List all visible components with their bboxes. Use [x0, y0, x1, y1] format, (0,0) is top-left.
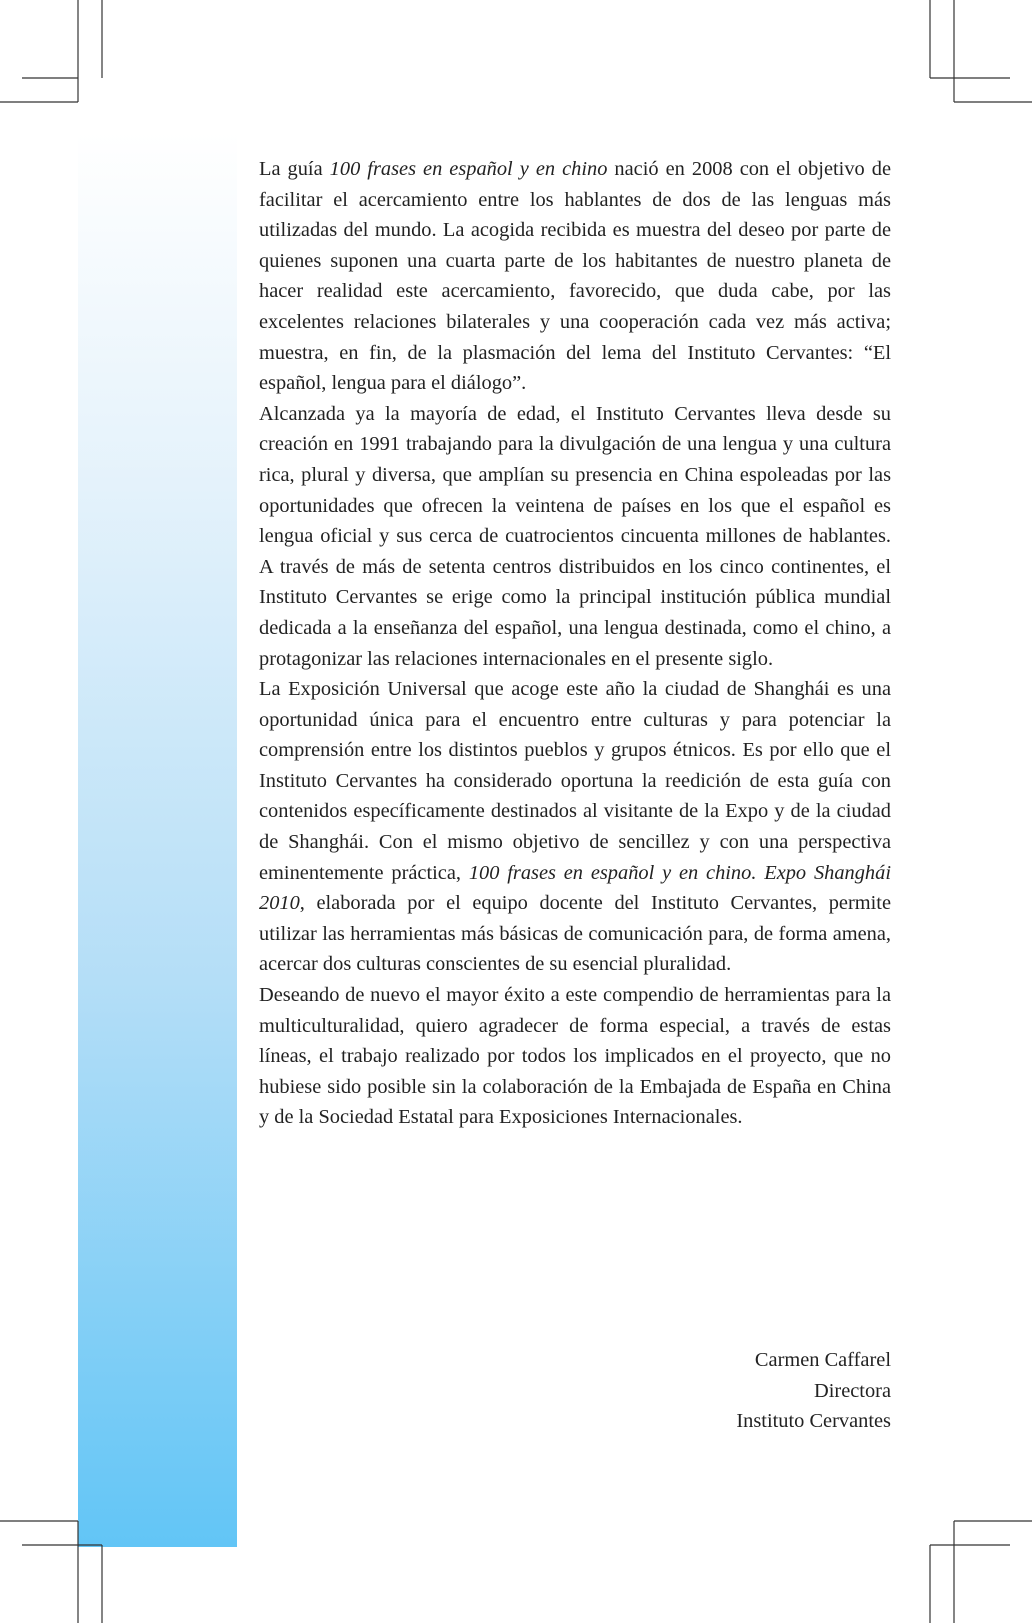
paragraph-3-rest: , elaborada por el equipo docente del Instituto Cervantes, permite utilizar las herramientas más básicas de comunicación para, de forma amena, acercar dos culturas conscientes de su esencial pluralidad. [259, 892, 891, 976]
signature-block [259, 1345, 891, 1437]
signature-name: Carmen Caffarel [754, 1349, 891, 1371]
paragraph-3-lead: La Exposición Universal que acoge este año la ciudad de Shanghái es una oportunidad única para el encuentro entre culturas y para potenciar la comprensión entre los distintos pueblos y grupos étnicos. Es por ello que el Instituto Cervantes ha considerado oportuna la reedición de esta guía con contenidos específicamente destinados al visitante de la Expo y de la ciudad de Shanghái. Con el mismo objetivo de sencillez y con una perspectiva eminentemente práctica, [259, 678, 891, 884]
paragraph-1-lead: La guía [259, 158, 330, 180]
paragraph-1 [259, 154, 891, 399]
paragraph-3 [259, 674, 891, 980]
paragraph-1-rest: nació en 2008 con el objetivo de facilitar el acercamiento entre los hablantes de dos de las lenguas más utilizadas del mundo. La acogida recibida es muestra del deseo por parte de quienes suponen una cuarta parte de los habitantes de nuestro planeta de hacer realidad este acercamiento, favorecido, que duda cabe, por las excelentes relaciones bilaterales y una cooperación cada vez más activa; muestra, en fin, de la plasmación del lema del Instituto Cervantes: “El español, lengua para el diálogo”. [259, 158, 891, 395]
paragraph-4: Deseando de nuevo el mayor éxito a este compendio de herramientas para la multiculturalidad, quiero agradecer de forma especial, a través de estas líneas, el trabajo realizado por todos los implicados en el proyecto, que no hubiese sido posible sin la colaboración de la Embajada de España en China y de la Sociedad Estatal para Exposiciones Internacionales. [259, 984, 891, 1129]
body-text [259, 154, 891, 1133]
signature-org: Instituto Cervantes [736, 1410, 891, 1433]
signature-role: Directora [814, 1379, 891, 1402]
paragraph-2: Alcanzada ya la mayoría de edad, el Instituto Cervantes lleva desde su creación en 1991 trabajando para la divulgación de una lengua y una cultura rica, plural y diversa, que amplían su presencia en China espoleadas por las oportunidades que ofrecen la veintena de países en los que el español es lengua oficial y sus cerca de cuatrocientos cincuenta millones de hablantes. A través de más de setenta centros distribuidos en los cinco continentes, el Instituto Cervantes se erige como la principal institución pública mundial dedicada a la enseñanza del español, una lengua destinada, como el chino, a protagonizar las relaciones internacionales en el presente siglo. [259, 402, 891, 670]
book-title-expo: 100 frases en español y en chino. Expo Shanghái 2010 [259, 861, 891, 915]
book-title: 100 frases en español y en chino [329, 158, 608, 180]
